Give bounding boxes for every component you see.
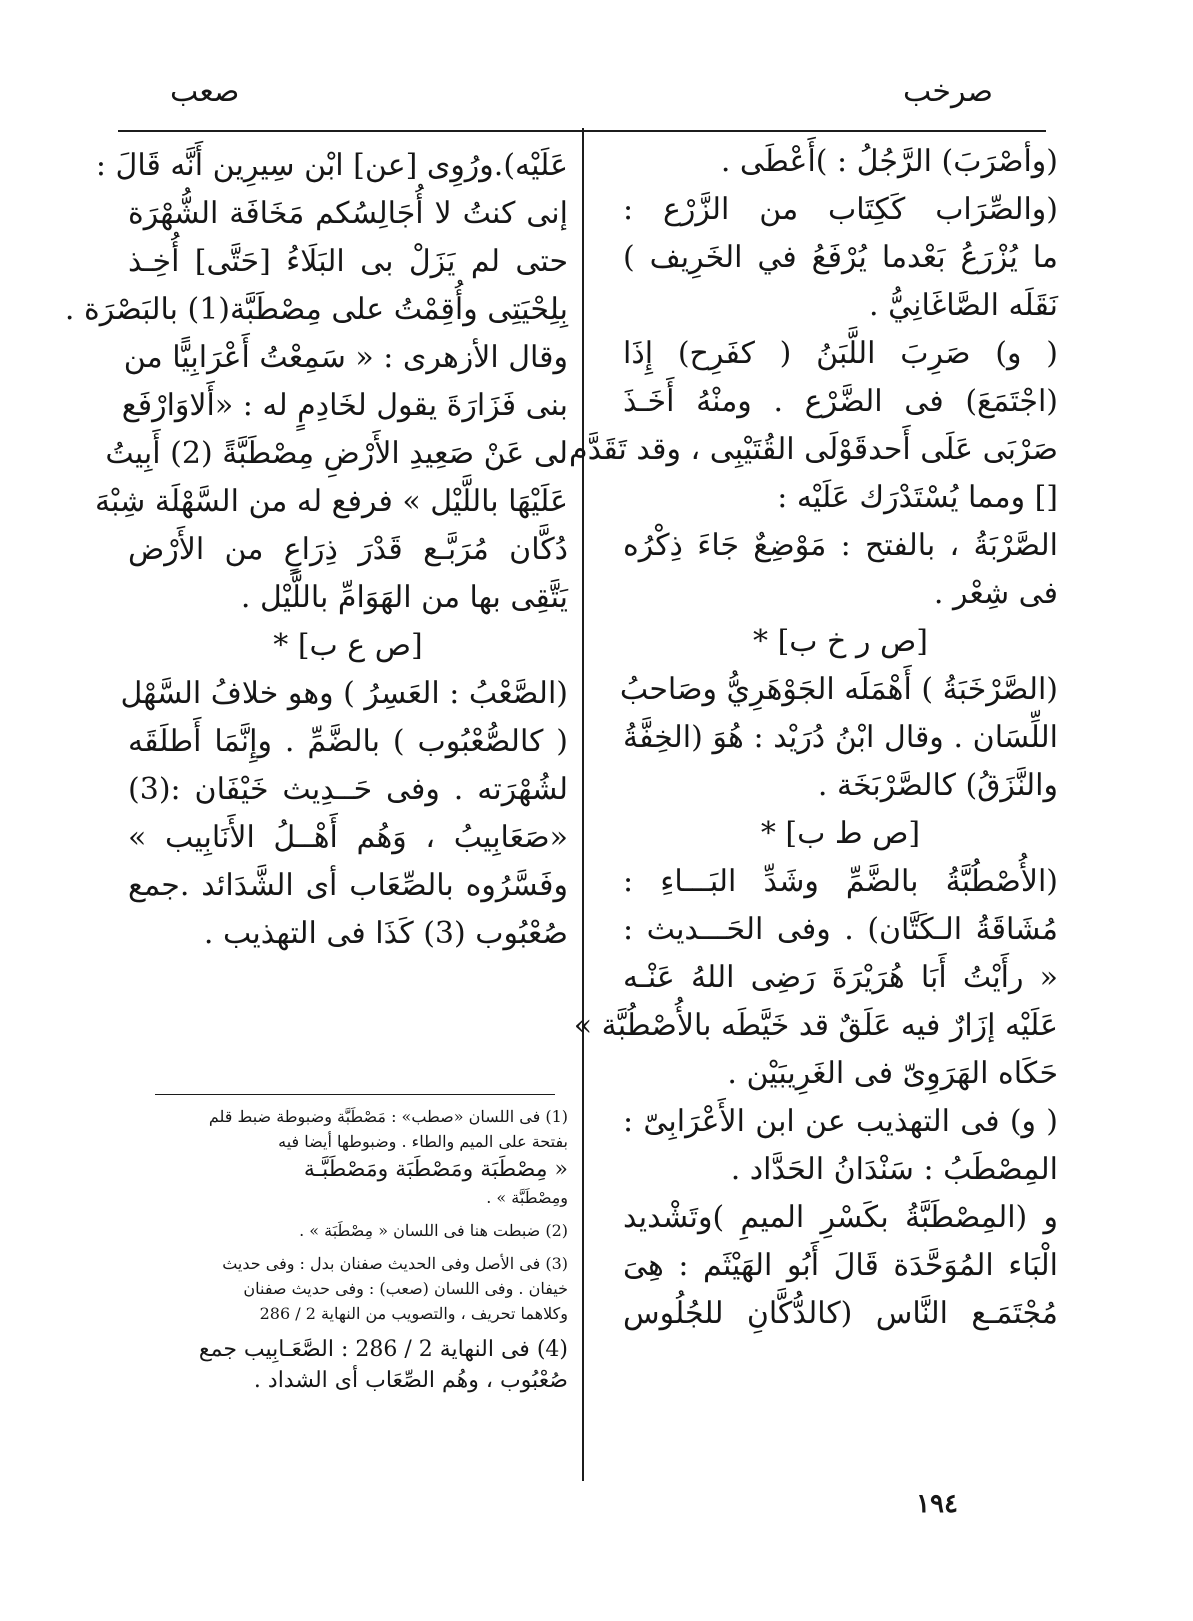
text-line: ( كالصُّعْبُوب ) بالضَّمِّ . وإِنَّمَا أَطلَقَه	[128, 724, 568, 759]
text-line: [ص ع ب] *	[273, 628, 423, 663]
footnote-line: (4) فى النهاية 2 / 286 : الصَّعَـابِيب جمع	[198, 1337, 568, 1362]
text-line: فى شِعْر .	[933, 576, 1058, 611]
footnote-line: ومِصْطَبَّة » .	[486, 1188, 568, 1207]
text-line: (وأصْرَبَ) الرَّجُلُ : )أَعْطَى .	[720, 144, 1058, 179]
text-line: عَلَيْهَا باللَّيْل » فرفع له من السَّهْلَة شِبْهَ	[95, 484, 568, 519]
text-line: [ص ط ب] *	[760, 816, 921, 851]
text-line: مُشَاقَةُ الـكَتَّان) . وفى الحَـــديث :	[623, 912, 1058, 947]
footnote-line: صُعْبُوب ، وهُم الصِّعَاب أى الشداد .	[253, 1368, 568, 1393]
text-line: (والصِّرَاب كَكِتَاب من الزَّرْع :	[623, 192, 1058, 227]
text-line: الصَّرْبَةُ ، بالفتح : مَوْضِعٌ جَاءَ ذِكْرُه	[623, 528, 1058, 563]
text-line: [ص ر خ ب] *	[753, 624, 928, 659]
text-line: عَلَيْه).ورُوِى [عن] ابْن سِيرِين أَنَّه قَالَ :	[95, 148, 568, 183]
page-number: ١٩٤	[916, 1489, 958, 1519]
text-line: إنى كنتُ لا أُجَالِسُكم مَخَافَة الشُّهْرَة	[128, 196, 568, 231]
text-line: المِصْطَبُ : سَنْدَانُ الحَدَّاد .	[730, 1152, 1058, 1187]
text-line: دُكَّان مُرَبَّـع قَدْرَ ذِرَاعٍ من الأَرْض	[128, 532, 568, 567]
text-line: ( و) صَرِبَ اللَّبَنُ ( كفَرِح) إِذَا	[623, 336, 1058, 371]
footnote-gap	[128, 1210, 568, 1218]
footnote-rule	[155, 1094, 555, 1095]
text-line: ( و) فى التهذيب عن ابن الأَعْرَابِىّ :	[623, 1104, 1058, 1139]
text-line: « رأَيْتُ أَبَا هُرَيْرَةَ رَضِى اللهُ عَنْـه	[623, 960, 1058, 995]
text-line: والنَّزَقُ) كالصَّرْبَخَة .	[817, 768, 1058, 803]
footnote-line: (3) فى الأصل وفى الحديث صفنان بدل : وفى حديث	[222, 1254, 568, 1273]
text-line: لشُهْرَته . وفى حَــدِيث خَيْفَان :(3)	[128, 772, 568, 807]
text-line: مُجْتَمَـع النَّاس (كالدُّكَّانِ للجُلُوس	[623, 1296, 1058, 1331]
column-divider	[582, 128, 584, 1481]
text-line: حَكَاه الهَرَوِىّ فى الغَرِيبَيْن .	[727, 1056, 1058, 1091]
text-line: و (المِصْطَبَّةُ بكَسْرِ الميمِ )وتَشْديد	[623, 1200, 1058, 1235]
footnote-gap	[128, 1243, 568, 1251]
text-line: وقال الأزهرى : « سَمِعْتُ أَعْرَابِيًّا من	[123, 340, 568, 375]
left-column	[64, 142, 568, 958]
footnote-line: (1) فى اللسان «صطب» : مَصْطَبَّة وضبوطة ضبط قلم	[208, 1107, 568, 1126]
text-line: [] ومما يُسْتَدْرَك عَلَيْه :	[777, 480, 1058, 515]
text-line: (اجْتَمَعَ) فى الضَّرْع . ومنْهُ أَخَـذَ	[623, 384, 1058, 419]
text-line: الْبَاء المُوَحَّدَة قَالَ أَبُو الهَيْثَم : هِىَ	[623, 1248, 1058, 1283]
text-line: (الصَّرْخَبَةُ ) أَهْمَلَه الجَوْهَرِيُّ وصَاحبُ	[619, 672, 1058, 707]
footnote-line: بفتحة على الميم والطاء . وضبوطها أيضا فيه	[278, 1132, 568, 1151]
footnotes	[128, 1104, 568, 1396]
text-line: حتى لم يَزَلْ بى البَلَاءُ [حَتَّى] أُخِـذ	[128, 244, 568, 279]
text-line: عَلَيْه إزَارٌ فيه عَلَقٌ قد خَيَّطَه بالأُصْطُبَّة »	[573, 1008, 1058, 1043]
footnote-line: خيفان . وفى اللسان (صعب) : وفى حديث صفنان	[243, 1279, 568, 1298]
text-line: اللِّسَان . وقال ابْنُ دُرَيْد : هُوَ (الخِفَّةُ	[623, 720, 1058, 755]
text-line: بنى فَزَارَةَ يقول لخَادِمٍ له : «أَلاوَارْفَع	[121, 388, 568, 423]
text-line: صُعْبُوب (3) كَذَا فى التهذيب .	[203, 916, 568, 951]
text-line: (الأُصْطُبَّةُ بالضَّمِّ وشَدِّ البَـــاءِ :	[623, 864, 1058, 899]
running-header-right: صرخب	[902, 74, 993, 109]
text-line: (الصَّعْبُ : العَسِرُ ) وهو خلافُ السَّهْل	[120, 676, 568, 711]
text-line: «صَعَابِيبُ ، وَهُم أَهْــلُ الأَنَابِيب »	[128, 820, 568, 855]
footnote-line: (2) ضبطت هنا فى اللسان « مِصْطَبَة » .	[299, 1221, 568, 1240]
text-line: نَقَلَه الصَّاغَانِيُّ .	[869, 288, 1058, 323]
text-line: صَرْبَى عَلَى أَحدقَوْلَى القُتَيْبِى ، وقد تَقَدَّم .	[549, 432, 1058, 467]
footnote-line: وكلاهما تحريف ، والتصويب من النهاية 2 / 286	[259, 1304, 568, 1323]
text-line: بِلِحْيَتِى وأُقِمْتُ على مِصْطَبَّة(1) بالبَصْرَة .	[64, 292, 568, 327]
text-line: ما يُزْرَعُ بَعْدما يُرْفَعُ في الخَرِيف )	[623, 240, 1058, 275]
right-column	[549, 138, 1058, 1338]
text-line: وفَسَّرُوه بالصِّعَاب أى الشَّدَائد .جمع	[128, 868, 568, 903]
text-line: لى عَنْ صَعِيدِ الأَرْضِ مِصْطَبَّةً (2) أَبِيتُ	[105, 436, 568, 471]
running-header-left: صعب	[170, 74, 240, 109]
footnote-gap	[128, 1326, 568, 1334]
footnote-line: « مِصْطَبَة ومَصْطَبَة ومَصْطَبَّـة	[303, 1157, 568, 1182]
text-line: يَتَّقِى بها من الهَوَامِّ باللَّيْل .	[240, 580, 568, 615]
